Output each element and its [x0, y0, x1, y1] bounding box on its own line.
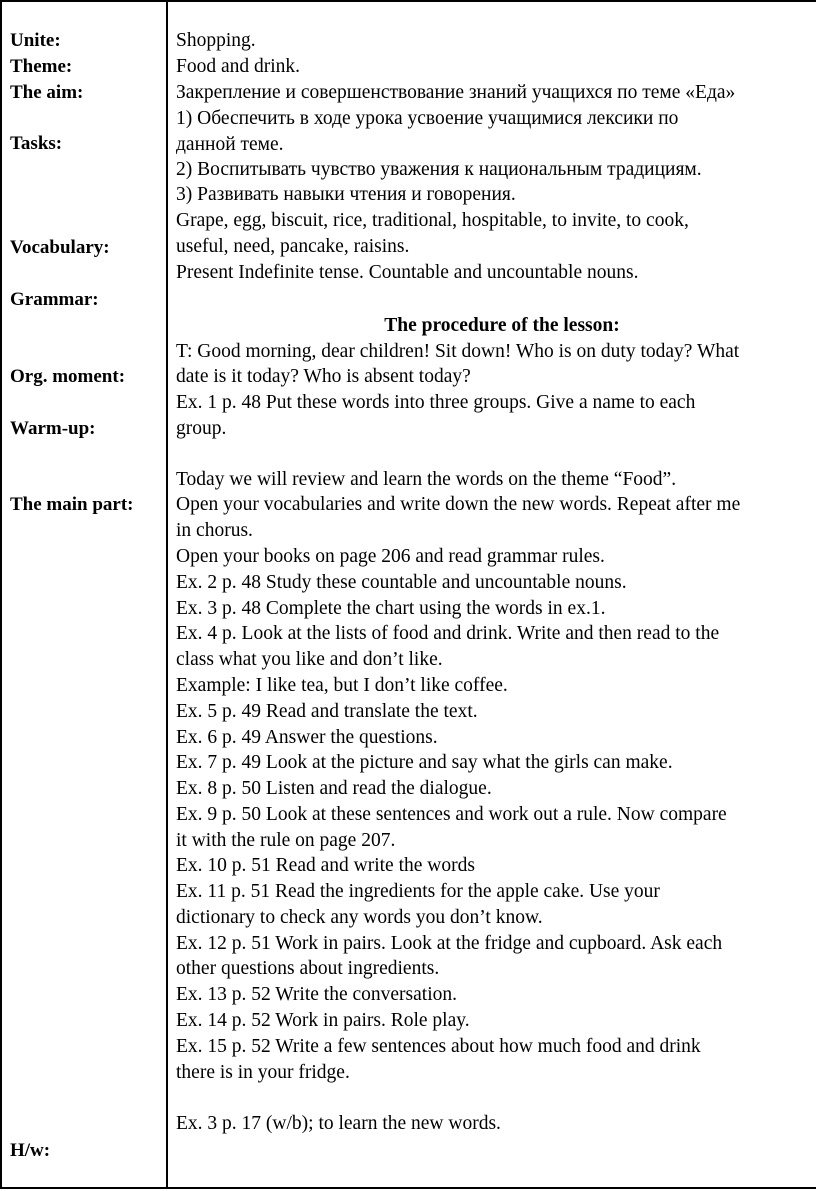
main-part-line: Ex. 15 p. 52 Write a few sentences about how much food and drink — [176, 1036, 701, 1057]
label-unite: Unite: — [10, 30, 61, 51]
main-part-line: Ex. 5 p. 49 Read and translate the text. — [176, 701, 478, 722]
main-part-line: Ex. 13 p. 52 Write the conversation. — [176, 984, 457, 1005]
label-hw: H/w: — [10, 1140, 51, 1161]
main-part-line: Ex. 7 p. 49 Look at the picture and say what the girls can make. — [176, 752, 673, 773]
unite-value: Shopping. — [176, 30, 256, 51]
table-column-divider — [166, 0, 168, 1189]
main-part-line: Ex. 11 p. 51 Read the ingredients for the apple cake. Use your — [176, 881, 660, 902]
main-part-line: it with the rule on page 207. — [176, 830, 396, 851]
main-part-line: Ex. 12 p. 51 Work in pairs. Look at the fridge and cupboard. Ask each — [176, 933, 723, 954]
tasks-line: 3) Развивать навыки чтения и говорения. — [176, 184, 516, 205]
main-part-line: Ex. 8 p. 50 Listen and read the dialogue. — [176, 778, 492, 799]
org-moment-line: date is it today? Who is absent today? — [176, 366, 471, 387]
main-part-line: Example: I like tea, but I don’t like coffee. — [176, 675, 508, 696]
main-part-line: in chorus. — [176, 520, 253, 541]
main-part-line: Ex. 2 p. 48 Study these countable and uncountable nouns. — [176, 572, 627, 593]
main-part-line: class what you like and don’t like. — [176, 649, 443, 670]
grammar-value: Present Indefinite tense. Countable and uncountable nouns. — [176, 262, 639, 283]
label-org-moment: Org. moment: — [10, 366, 126, 387]
procedure-heading: The procedure of the lesson: — [384, 315, 620, 336]
vocabulary-line: useful, need, pancake, raisins. — [176, 236, 410, 257]
table-border-bottom — [0, 1187, 816, 1189]
main-part-line: Open your books on page 206 and read grammar rules. — [176, 546, 605, 567]
main-part-line: dictionary to check any words you don’t know. — [176, 907, 543, 928]
main-part-line: Ex. 3 p. 48 Complete the chart using the words in ex.1. — [176, 598, 606, 619]
main-part-line: there is in your fridge. — [176, 1062, 350, 1083]
main-part-line: Ex. 9 p. 50 Look at these sentences and work out a rule. Now compare — [176, 804, 727, 825]
theme-value: Food and drink. — [176, 56, 301, 77]
main-part-line: Ex. 6 p. 49 Answer the questions. — [176, 727, 438, 748]
main-part-line: Today we will review and learn the words on the theme “Food”. — [176, 469, 677, 490]
warm-up-line: group. — [176, 418, 227, 439]
tasks-line: 1) Обеспечить в ходе урока усвоение учащимися лексики по — [176, 108, 679, 129]
main-part-line: other questions about ingredients. — [176, 958, 440, 979]
table-border-top — [0, 0, 816, 2]
main-part-line: Ex. 4 p. Look at the lists of food and drink. Write and then read to the — [176, 623, 720, 644]
label-theme: Theme: — [10, 56, 73, 77]
label-tasks: Tasks: — [10, 133, 63, 154]
org-moment-line: T: Good morning, dear children! Sit down! Who is on duty today? What — [176, 341, 740, 362]
hw-value: Ex. 3 p. 17 (w/b); to learn the new words. — [176, 1113, 501, 1134]
label-aim: The aim: — [10, 82, 84, 103]
label-vocabulary: Vocabulary: — [10, 237, 110, 258]
tasks-line: 2) Воспитывать чувство уважения к национальным традициям. — [176, 159, 702, 180]
tasks-line: данной теме. — [176, 134, 284, 155]
label-grammar: Grammar: — [10, 289, 99, 310]
label-warm-up: Warm-up: — [10, 418, 96, 439]
table-border-left — [0, 0, 2, 1189]
warm-up-line: Ex. 1 p. 48 Put these words into three groups. Give a name to each — [176, 392, 696, 413]
main-part-line: Ex. 14 p. 52 Work in pairs. Role play. — [176, 1010, 470, 1031]
aim-value: Закрепление и совершенствование знаний учащихся по теме «Еда» — [176, 82, 736, 103]
vocabulary-line: Grape, egg, biscuit, rice, traditional, hospitable, to invite, to cook, — [176, 210, 689, 231]
label-main-part: The main part: — [10, 494, 134, 515]
main-part-line: Ex. 10 p. 51 Read and write the words — [176, 855, 475, 876]
main-part-line: Open your vocabularies and write down the new words. Repeat after me — [176, 494, 741, 515]
